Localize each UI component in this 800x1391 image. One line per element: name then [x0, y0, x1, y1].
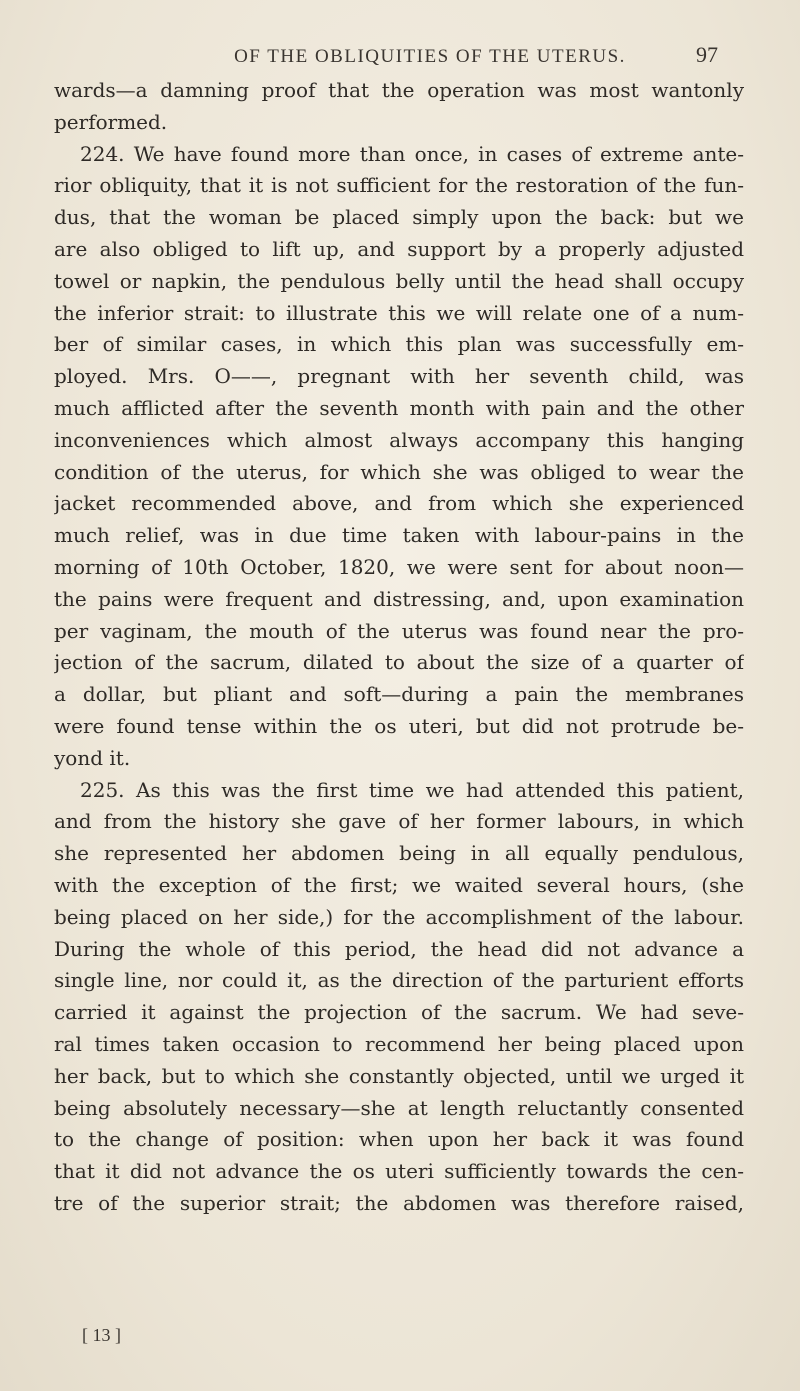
text-line: condition of the uterus, for which she was obliged to wear the: [54, 459, 744, 484]
text-line: were found tense within the os uteri, but did not protrude be-: [54, 713, 744, 738]
text-line: single line, nor could it, as the direction of the parturient efforts: [54, 968, 744, 993]
text-line: the inferior strait: to illustrate this we will relate one of a num-: [54, 300, 744, 325]
body-text: [54, 75, 744, 1220]
text-line: that it did not advance the os uteri sufficiently towards the cen-: [54, 1159, 744, 1184]
text-line: ral times taken occasion to recommend her being placed upon: [54, 1031, 744, 1056]
text-line: tre of the superior strait; the abdomen was therefore raised,: [54, 1190, 744, 1215]
text-line: her back, but to which she constantly objected, until we urged it: [54, 1063, 744, 1088]
text-line: performed.: [54, 109, 168, 134]
text-line: jection of the sacrum, dilated to about the size of a quarter of: [54, 650, 744, 675]
text-line: jacket recommended above, and from which she experienced: [54, 491, 744, 516]
text-line: rior obliquity, that it is not sufficient for the restoration of the fun-: [54, 173, 744, 198]
text-line: the pains were frequent and distressing, and, upon examination: [54, 586, 744, 611]
text-line: much relief, was in due time taken with labour-pains in the: [54, 523, 744, 548]
text-line: being absolutely necessary—she at length reluctantly consented: [54, 1095, 744, 1120]
text-line: morning of 10th October, 1820, we were sent for about noon—: [54, 554, 744, 579]
text-line: to the change of position: when upon her back it was found: [54, 1127, 744, 1152]
text-line: dus, that the woman be placed simply upon the back: but we: [54, 205, 744, 230]
text-line: ployed. Mrs. O——, pregnant with her seventh child, was: [54, 364, 744, 389]
text-line: carried it against the projection of the sacrum. We had seve-: [54, 1000, 744, 1025]
text-line: with the exception of the first; we waited several hours, (she: [54, 872, 744, 897]
text-line: being placed on her side,) for the accomplishment of the labour.: [54, 904, 744, 929]
text-line: per vaginam, the mouth of the uterus was found near the pro-: [54, 618, 744, 643]
text-line: yond it.: [54, 745, 131, 770]
text-line: she represented her abdomen being in all equally pendulous,: [54, 841, 744, 866]
text-line: towel or napkin, the pendulous belly until the head shall occupy: [54, 268, 744, 293]
signature-mark: [ 13 ]: [82, 1325, 121, 1345]
text-line: inconveniences which almost always accompany this hanging: [54, 427, 744, 452]
text-line: ber of similar cases, in which this plan was successfully em-: [54, 332, 744, 357]
running-head: OF THE OBLIQUITIES OF THE UTERUS.: [234, 46, 626, 67]
paragraph-224-start: 224. We have found more than once, in cases of extreme ante-: [80, 141, 744, 166]
text-line: and from the history she gave of her former labours, in which: [54, 809, 744, 834]
page-number: 97: [696, 42, 718, 67]
text-line: wards—a damning proof that the operation was most wantonly: [54, 78, 744, 102]
text-line: During the whole of this period, the head did not advance a: [54, 936, 744, 961]
paragraph-225-start: 225. As this was the first time we had attended this patient,: [80, 777, 744, 802]
text-line: much afflicted after the seventh month with pain and the other: [54, 395, 744, 420]
text-line: a dollar, but pliant and soft—during a pain the membranes: [54, 682, 744, 707]
text-line: are also obliged to lift up, and support by a properly adjusted: [54, 236, 744, 261]
